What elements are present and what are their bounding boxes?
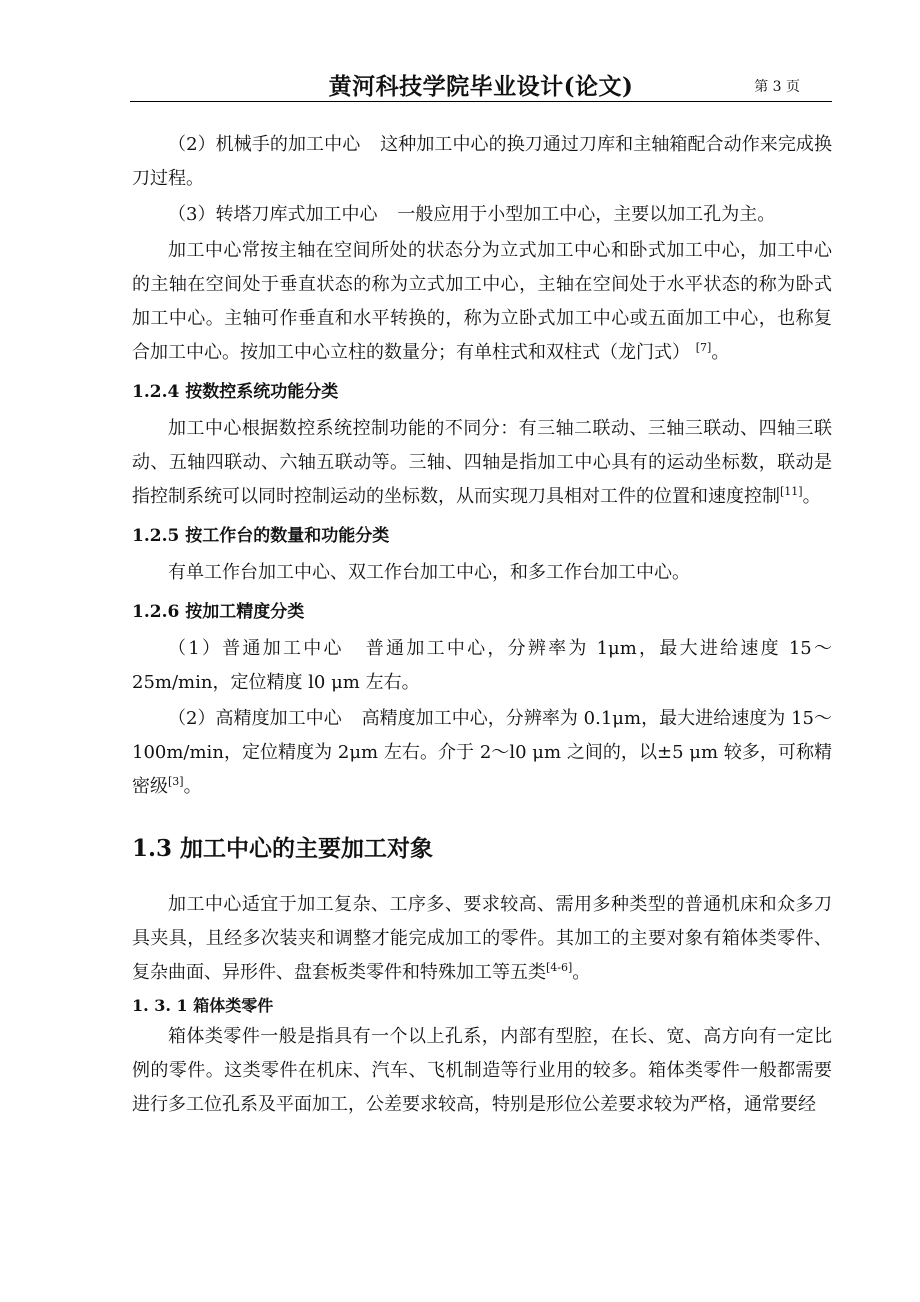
paragraph-worktable (132, 556, 832, 590)
paragraph-text: 一般应用于小型加工中心，主要以加工孔为主。 (397, 204, 776, 225)
paragraph-text: 高精度加工中心，分辨率为 0.1μm，最大进给速度为 15～100m/min，定位精度为 2μm 左右。介于 2～l0 μm 之间的，以±5 μm 较多，可称精密级 (132, 708, 832, 797)
paragraph-text: 普通加工中心，分辨率为 1μm，最大进给速度 15～25m/min，定位精度 l0 μm 左右。 (132, 638, 832, 693)
paragraph-processing-objects: 加工中心适宜于加工复杂、工序多、要求较高、需用多种类型的普通机床和众多刀具夹具，且经多次装夹和调整才能完成加工的零件。其加工的主要对象有箱体类零件、复杂曲面、异形件、盘套板类零件和特殊加工等五类[4-6]。 (132, 894, 832, 983)
paragraph-text: 有单工作台加工中心、双工作台加工中心，和多工作台加工中心。 (168, 562, 690, 583)
citation: [7] (695, 341, 712, 354)
paragraph-high-precision: （2）高精度加工中心 高精度加工中心，分辨率为 0.1μm，最大进给速度为 15～100m/min，定位精度为 2μm 左右。介于 2～l0 μm 之间的，以±5 μm 较多，可称精密级[3]。 (132, 708, 832, 797)
section-heading-1-2-4: 1.2.4 按数控系统功能分类 (132, 382, 339, 402)
citation: [3] (168, 775, 184, 788)
citation: [4-6] (546, 961, 573, 974)
paragraph-cnc-function: 加工中心根据数控系统控制功能的不同分：有三轴二联动、三轴三联动、四轴三联动、五轴四联动、六轴五联动等。三轴、四轴是指加工中心具有的运动坐标数，联动是指控制系统可以同时控制运动的坐标数，从而实现刀具相对工件的位置和速度控制[11]。 (132, 418, 832, 507)
paragraph-text: 加工中心根据数控系统控制功能的不同分：有三轴二联动、三轴三联动、四轴三联动、五轴四联动、六轴五联动等。三轴、四轴是指加工中心具有的运动坐标数，联动是指控制系统可以同时控制运动的坐标数，从而实现刀具相对工件的位置和速度控制 (132, 418, 832, 507)
citation: [11] (780, 485, 803, 498)
section-heading-1-2-5: 1.2.5 按工作台的数量和功能分类 (132, 526, 390, 546)
paragraph-term: （3）转塔刀库式加工中心 (168, 204, 378, 225)
paragraph-spindle-classification: 加工中心常按主轴在空间所处的状态分为立式加工中心和卧式加工中心，加工中心的主轴在空间处于垂直状态的称为立式加工中心，主轴在空间处于水平状态的称为卧式加工中心。主轴可作垂直和水平转换的，称为立卧式加工中心或五面加工中心，也称复合加工中心。按加工中心立柱的数量分；有单柱式和双柱式（龙门式） [7]。 (132, 240, 832, 363)
paragraph-normal-precision (132, 632, 832, 700)
paragraph-text: 加工中心常按主轴在空间所处的状态分为立式加工中心和卧式加工中心，加工中心的主轴在空间处于垂直状态的称为立式加工中心，主轴在空间处于水平状态的称为卧式加工中心。主轴可作垂直和水平转换的，称为立卧式加工中心或五面加工中心，也称复合加工中心。按加工中心立柱的数量分；有单柱式和双柱式（龙门式） (132, 240, 832, 363)
section-heading-1-2-6: 1.2.6 按加工精度分类 (132, 602, 305, 622)
paragraph-term: （1）普通加工中心 (168, 638, 344, 659)
paragraph-manipulator-center (132, 128, 832, 196)
section-heading-1-3-1: 1. 3. 1 箱体类零件 (132, 996, 274, 1015)
page-header (130, 62, 832, 102)
header-title: 黄河科技学院毕业设计(论文) (328, 73, 634, 100)
paragraph-box-parts (132, 1020, 832, 1122)
paragraph-term: （2）机械手的加工中心 (168, 134, 361, 155)
paragraph-text: 加工中心适宜于加工复杂、工序多、要求较高、需用多种类型的普通机床和众多刀具夹具，且经多次装夹和调整才能完成加工的零件。其加工的主要对象有箱体类零件、复杂曲面、异形件、盘套板类零件和特殊加工等五类 (132, 894, 832, 983)
section-heading-1-3: 1.3 加工中心的主要加工对象 (132, 835, 434, 862)
page-number: 第 3 页 (754, 79, 800, 95)
paragraph-term: （2）高精度加工中心 (168, 708, 342, 729)
paragraph-turret-center (132, 198, 832, 232)
header-rule (130, 101, 832, 102)
paragraph-text: 这种加工中心的换刀通过刀库和主轴箱配合动作来完成换刀过程。 (132, 134, 833, 189)
paragraph-text: 箱体类零件一般是指具有一个以上孔系，内部有型腔，在长、宽、高方向有一定比例的零件。这类零件在机床、汽车、飞机制造等行业用的较多。箱体类零件一般都需要进行多工位孔系及平面加工，公差要求较高，特别是形位公差要求较为严格，通常要经 (132, 1026, 832, 1115)
document-body (132, 128, 832, 1122)
